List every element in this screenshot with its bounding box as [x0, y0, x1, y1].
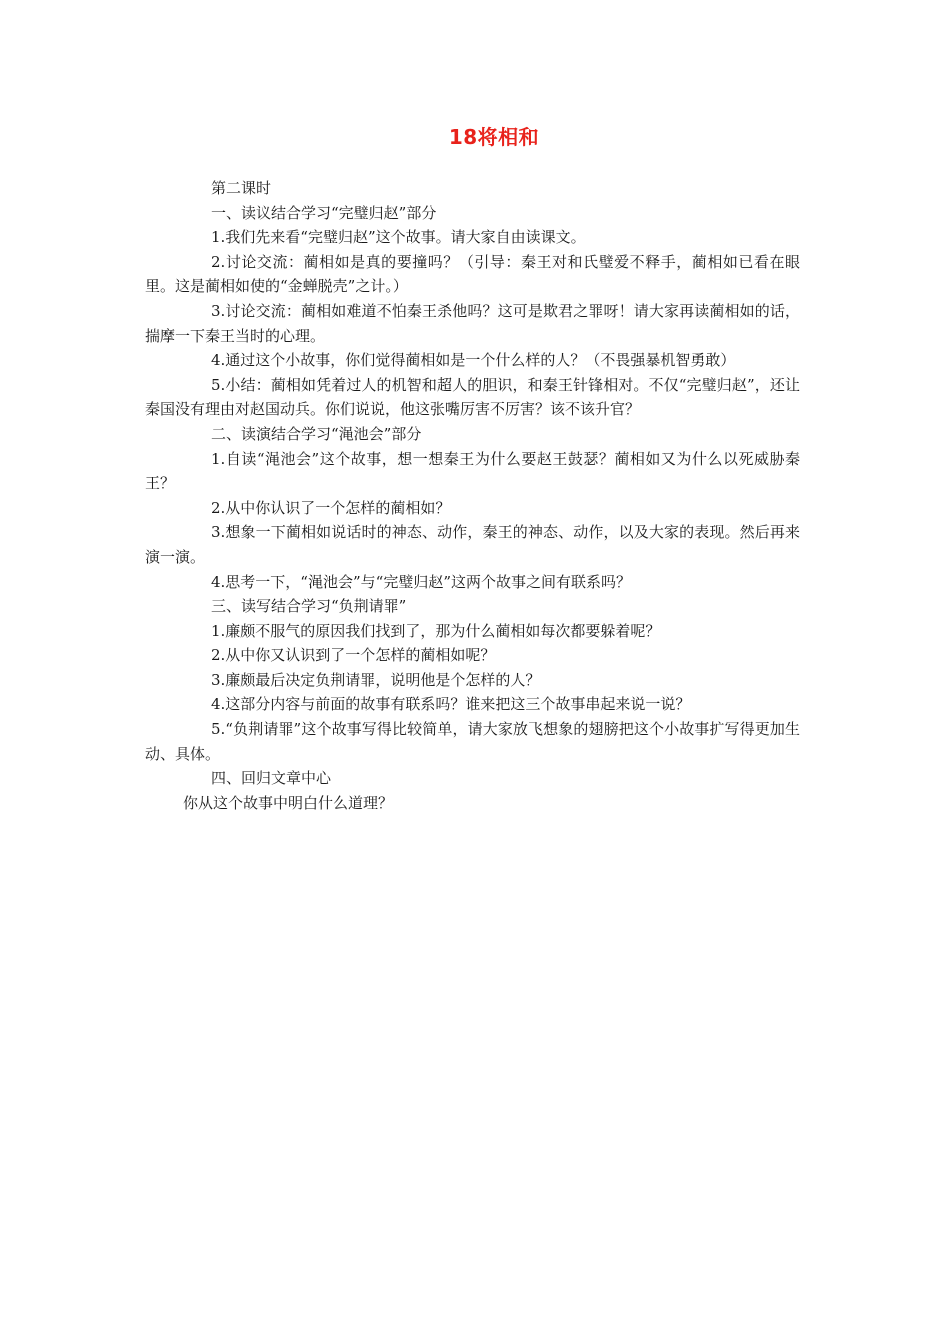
document-body: [145, 176, 800, 815]
paragraph: 4.思考一下，“渑池会”与“完璧归赵”这两个故事之间有联系吗？: [211, 572, 631, 591]
paragraph: 4.这部分内容与前面的故事有联系吗？谁来把这三个故事串起来说一说？: [211, 695, 691, 714]
paragraph: 1.我们先来看“完璧归赵”这个故事。请大家自由读课文。: [211, 228, 586, 247]
section-heading-4: 四、回归文章中心: [211, 769, 332, 788]
paragraph: 3.想象一下蔺相如说话时的神态、动作，秦王的神态、动作，以及大家的表现。然后再来演一演。: [145, 523, 800, 566]
paragraph-closing-question: 你从这个故事中明白什么道理？: [183, 793, 394, 812]
section-heading-3: 三、读写结合学习“负荆请罪”: [211, 597, 407, 616]
section-heading-2: 二、读演结合学习“渑池会”部分: [211, 424, 422, 443]
paragraph: 1.自读“渑池会”这个故事，想一想秦王为什么要赵王鼓瑟？蔺相如又为什么以死威胁秦王？: [145, 449, 800, 493]
paragraph: 2.讨论交流：蔺相如是真的要撞吗？（引导：秦王对和氏璧爱不释手，蔺相如已看在眼里。这是蔺相如使的“金蝉脱壳”之计。）: [145, 252, 800, 296]
document-title: 18将相和: [448, 125, 540, 149]
paragraph: 3.讨论交流：蔺相如难道不怕秦王杀他吗？这可是欺君之罪呀！请大家再读蔺相如的话，揣摩一下秦王当时的心理。: [145, 301, 800, 345]
paragraph: 1.廉颇不服气的原因我们找到了，那为什么蔺相如每次都要躲着呢？: [211, 621, 661, 640]
paragraph: 5.“负荆请罪”这个故事写得比较简单，请大家放飞想象的翅膀把这个小故事扩写得更加生动、具体。: [145, 720, 800, 763]
paragraph-lesson-label: 第二课时: [211, 179, 272, 197]
paragraph: 4.通过这个小故事，你们觉得蔺相如是一个什么样的人？（不畏强暴机智勇敢）: [211, 351, 736, 370]
paragraph: 3.廉颇最后决定负荆请罪，说明他是个怎样的人？: [211, 670, 541, 689]
section-heading-1: 一、读议结合学习“完璧归赵”部分: [211, 203, 437, 222]
paragraph: 2.从中你认识了一个怎样的蔺相如？: [211, 498, 451, 517]
paragraph: 2.从中你又认识到了一个怎样的蔺相如呢？: [211, 646, 496, 665]
paragraph: 5.小结：蔺相如凭着过人的机智和超人的胆识，和秦王针锋相对。不仅“完璧归赵”，还让秦国没有理由对赵国动兵。你们说说，他这张嘴厉害不厉害？该不该升官？: [145, 375, 800, 419]
